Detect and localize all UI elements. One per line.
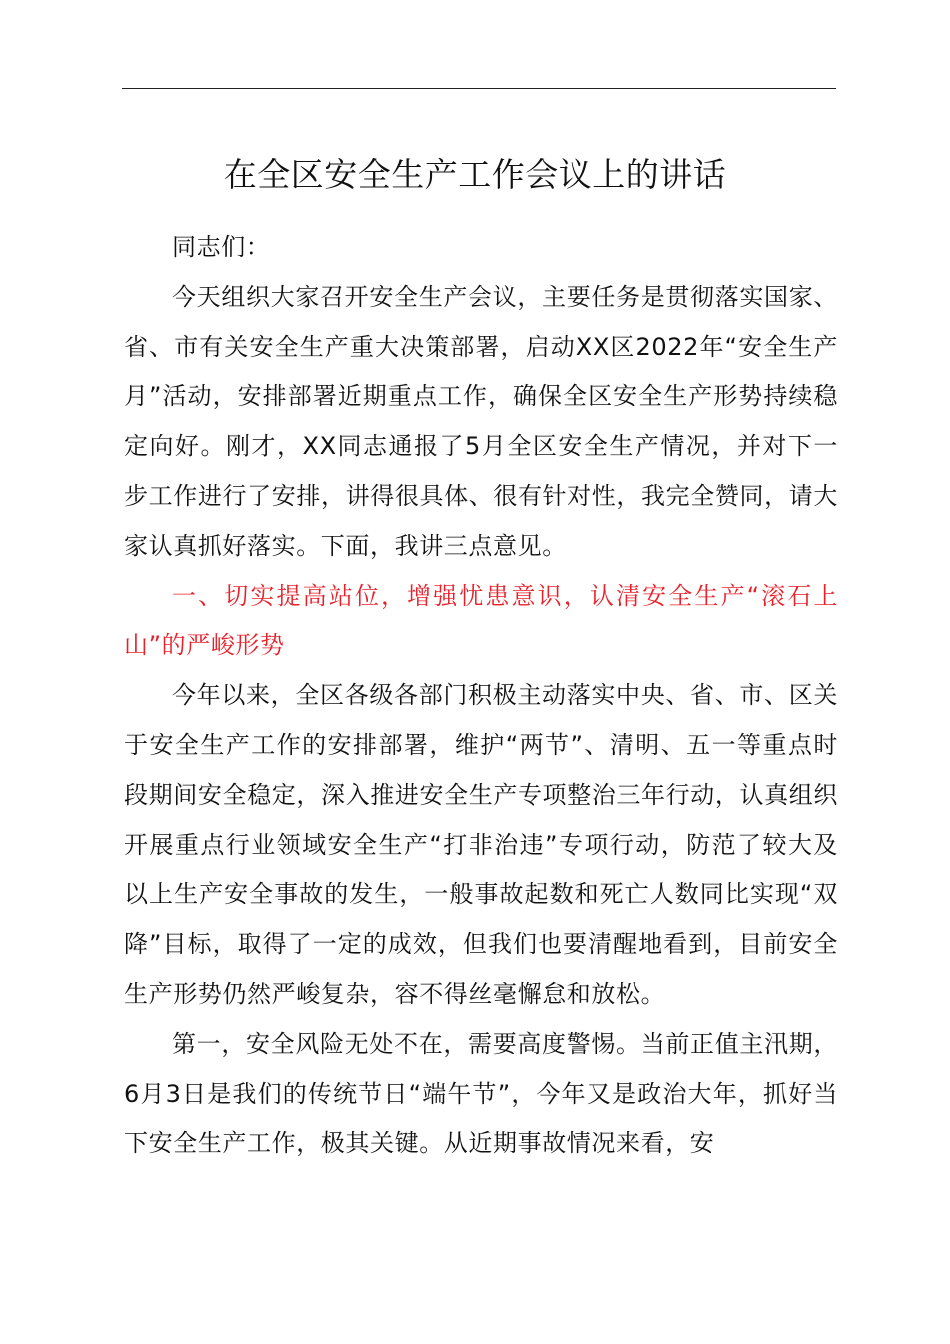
header-rule — [122, 88, 836, 89]
salutation: 同志们： — [172, 233, 271, 261]
section-paragraph: 今年以来，全区各级各部门积极主动落实中央、省、市、区关于安全生产工作的安排部署，维护“两节”、清明、五一等重点时段期间安全稳定，深入推进安全生产专项整治三年行动，认真组织开展重点行业领域安全生产“打非治违”专项行动，防范了较大及以上生产安全事故的发生，一般事故起数和死亡人数同比实现“双降”目标，取得了一定的成效，但我们也要清醒地看到，目前安全生产形势仍然严峻复杂，容不得丝毫懈怠和放松。 — [124, 681, 838, 1008]
intro-paragraph: 今天组织大家召开安全生产会议，主要任务是贯彻落实国家、省、市有关安全生产重大决策部署，启动XX区2022年“安全生产月”活动，安排部署近期重点工作，确保全区安全生产形势持续稳定向好。刚才，XX同志通报了5月全区安全生产情况，并对下一步工作进行了安排，讲得很具体、很有针对性，我完全赞同，请大家认真抓好落实。下面，我讲三点意见。 — [124, 282, 838, 560]
document-title: 在全区安全生产工作会议上的讲话 — [223, 155, 727, 194]
section-paragraph: 第一，安全风险无处不在，需要高度警惕。当前正值主汛期，6月3日是我们的传统节日“端午节”，今年又是政治大年，抓好当下安全生产工作，极其关键。从近期事故情况来看，安 — [124, 1029, 838, 1158]
section-heading: 一、切实提高站位，增强忧患意识，认清安全生产“滚石上山”的严峻形势 — [124, 581, 838, 660]
document-body — [124, 223, 838, 1169]
